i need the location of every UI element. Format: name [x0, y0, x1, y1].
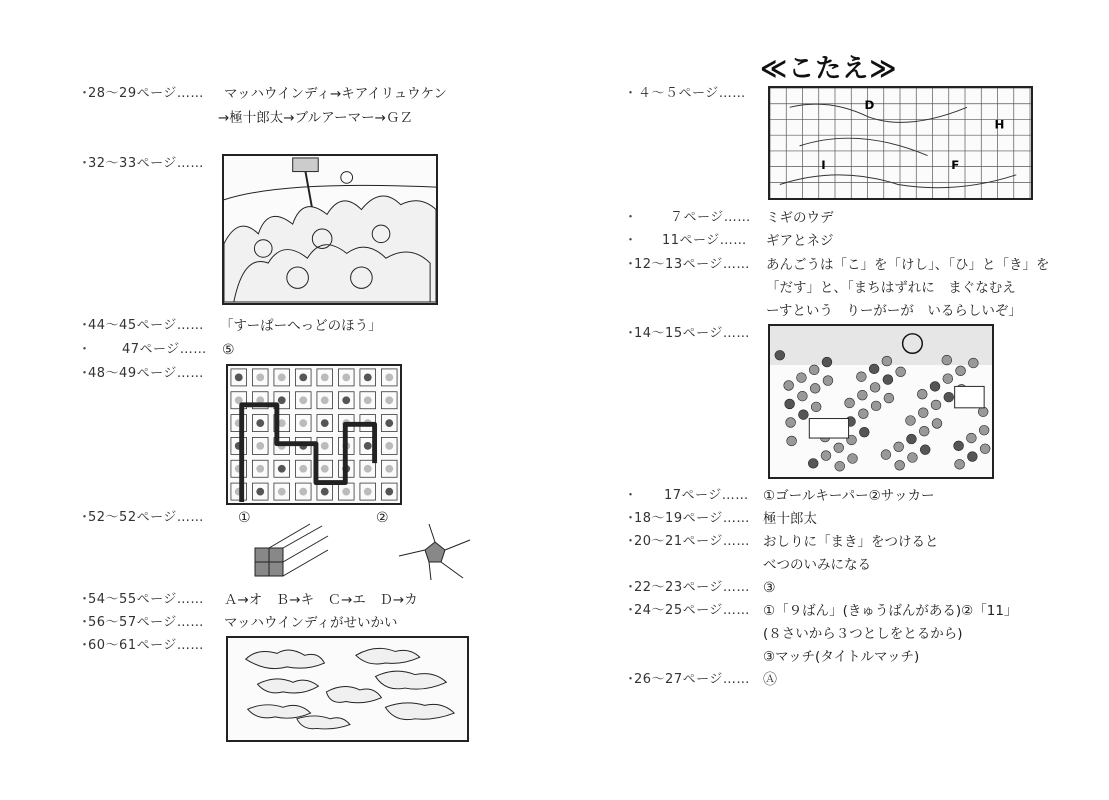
crowd-scene-figure	[768, 324, 994, 479]
crowd-figure	[845, 398, 855, 408]
crowd-figure	[881, 450, 891, 460]
answer-line: ーすという りーがーが いるらしいぞ」	[766, 303, 1022, 319]
page-ref: 12～13ページ……	[634, 257, 750, 272]
maze-icon	[278, 374, 286, 382]
answer-line: おしりに「まき」をつけると	[763, 534, 939, 550]
page-ref: ４～５ページ……	[638, 86, 746, 101]
page-ref: 44～45ページ……	[88, 318, 204, 333]
bullet: ・	[78, 318, 92, 333]
crowd-figure	[871, 401, 881, 411]
page-ref: 24～25ページ……	[634, 603, 750, 618]
star-lines-figure	[395, 522, 475, 580]
crowd-figure	[856, 372, 866, 382]
crowd-figure	[857, 390, 867, 400]
crowd-figure	[932, 419, 942, 429]
bullet: ・	[624, 326, 638, 341]
answer-line: ⑤	[222, 342, 235, 358]
crowd-figure	[907, 434, 917, 444]
crowd-figure	[882, 356, 892, 366]
page-ref: 14～15ページ……	[634, 326, 750, 341]
crowd-figure	[980, 444, 990, 454]
answer-line: 「だす」と、「まちはずれに まぐなむえ	[766, 280, 1016, 296]
crowd-figure	[906, 416, 916, 426]
bullet: ・	[78, 615, 92, 630]
maze-icon	[278, 488, 286, 496]
crowd-figure	[848, 454, 858, 464]
maze-icon	[385, 419, 393, 427]
crowd-figure	[797, 373, 807, 383]
crowd-figure	[930, 382, 940, 392]
car	[955, 386, 984, 407]
crowd-figure	[811, 402, 821, 412]
crowd-figure	[919, 426, 929, 436]
crowd-figure	[787, 436, 797, 446]
bullet: ・	[78, 510, 92, 525]
crowd-figure	[894, 442, 904, 452]
bullet: ・	[624, 672, 638, 687]
crowd-figure	[775, 350, 785, 360]
answer-line: 「すーぱーへっどのほう」	[220, 318, 382, 334]
answer-line: マッハウインディがせいかい	[224, 615, 398, 631]
crowd-figure	[835, 461, 845, 471]
maze-icon	[256, 419, 264, 427]
map-letter-h: H	[994, 117, 1005, 132]
maze-icon	[256, 442, 264, 450]
page-ref: 22～23ページ……	[634, 580, 750, 595]
crowd-figure	[968, 358, 978, 368]
answer-line: マッハウインディ→キアイリュウケン	[224, 86, 447, 102]
crowd-figure	[786, 418, 796, 428]
maze-icon	[235, 374, 243, 382]
page-ref: ７ページ……	[670, 210, 751, 225]
bullet: ・	[78, 156, 92, 171]
maze-icon	[364, 442, 372, 450]
bullet: ・	[624, 603, 638, 618]
maze-icon	[342, 374, 350, 382]
maze-icon	[321, 374, 329, 382]
bullet: ・	[624, 257, 638, 272]
maze-path	[242, 405, 375, 502]
maze-icon	[364, 465, 372, 473]
crowd-figure	[954, 441, 964, 451]
crowd-figure	[834, 443, 844, 453]
page-ref: 60～61ページ……	[88, 638, 204, 653]
crowd-figure	[810, 383, 820, 393]
car	[809, 419, 848, 438]
maze-icon	[256, 465, 264, 473]
figure-label-1: ①	[238, 510, 251, 526]
bullet: ・	[78, 366, 92, 381]
answer-line: ギアとネジ	[766, 233, 834, 249]
maze-icon	[278, 465, 286, 473]
answer-line: ③	[763, 580, 776, 596]
bullet: ・	[624, 210, 638, 225]
bullet: ・	[624, 233, 638, 248]
crowd-figure	[942, 355, 952, 365]
maze-icon	[385, 374, 393, 382]
crowd-figure	[870, 383, 880, 393]
bullet: ・	[78, 86, 92, 101]
bullet: ・	[624, 580, 638, 595]
page-ref: 17ページ……	[664, 488, 749, 503]
maze-figure	[226, 364, 402, 505]
page-ref: 18～19ページ……	[634, 511, 750, 526]
answer-line: 極十郎太	[763, 511, 817, 527]
grid-map-figure	[768, 86, 1033, 200]
map-letter-f: F	[951, 158, 960, 173]
page-ref: 11ページ……	[662, 233, 747, 248]
answer-line: ①ゴールキーパー②サッカー	[763, 488, 935, 504]
answer-line: Ａ→オ Ｂ→キ Ｃ→エ Ｄ→カ	[224, 592, 418, 608]
crowd-figure	[884, 393, 894, 403]
crowd-figure	[944, 392, 954, 402]
crowd-figure	[931, 400, 941, 410]
page-ref: 48～49ページ……	[88, 366, 204, 381]
crowd-figure	[908, 453, 918, 463]
crowd-figure	[955, 459, 965, 469]
maze-icon	[364, 374, 372, 382]
maze-icon	[299, 465, 307, 473]
crowd-figure	[895, 460, 905, 470]
page-ref: 52～52ページ……	[88, 510, 204, 525]
maze-icon	[385, 465, 393, 473]
maze-icon	[385, 396, 393, 404]
maze-icon	[385, 442, 393, 450]
figure-label-2: ②	[376, 510, 389, 526]
maze-icon	[321, 442, 329, 450]
crowd-figure	[798, 410, 808, 420]
stadium-crowd-figure	[222, 154, 438, 305]
bullet: ・	[624, 488, 638, 503]
bullet: ・	[78, 342, 92, 357]
maze-icon	[299, 374, 307, 382]
crowd-figure	[822, 357, 832, 367]
crowd-figure	[869, 364, 879, 374]
maze-icon	[321, 419, 329, 427]
crowd-figure	[859, 427, 869, 437]
page-title: ≪こたえ≫	[760, 54, 898, 84]
crowd-figure	[823, 376, 833, 386]
maze-icon	[321, 396, 329, 404]
answer-line: Ⓐ	[763, 672, 777, 688]
crowd-figure	[858, 409, 868, 419]
answer-line: ①「９ばん」(きゅうばんがある)②「11」	[763, 603, 1018, 619]
maze-icon	[256, 374, 264, 382]
crowd-figure	[979, 425, 989, 435]
map-letter-d: D	[864, 98, 875, 113]
map-contour	[780, 175, 1016, 188]
page-ref: 28～29ページ……	[88, 86, 204, 101]
maze-icon	[299, 396, 307, 404]
maze-icon	[364, 396, 372, 404]
answer-line: ミギのウデ	[766, 210, 834, 226]
page-ref: 32～33ページ……	[88, 156, 204, 171]
crowd-background	[770, 326, 992, 365]
crowd-figure	[967, 452, 977, 462]
crowd-figure	[918, 408, 928, 418]
crowd-figure	[978, 407, 988, 417]
crowd-figure	[883, 375, 893, 385]
crowd-figure	[785, 399, 795, 409]
answer-line: (８さいから３つとしをとるから)	[763, 626, 963, 642]
crowd-figure	[920, 445, 930, 455]
maze-icon	[299, 419, 307, 427]
maze-icon	[342, 396, 350, 404]
maze-icon	[364, 488, 372, 496]
page-ref: 26～27ページ……	[634, 672, 750, 687]
maze-icon	[385, 488, 393, 496]
crowd-figure	[784, 381, 794, 391]
bullet: ・	[624, 534, 638, 549]
crowd-figure	[966, 433, 976, 443]
crowd-figure	[809, 365, 819, 375]
bullet: ・	[78, 592, 92, 607]
page-ref: 56～57ページ……	[88, 615, 204, 630]
crowd-figure	[943, 374, 953, 384]
maze-icon	[321, 488, 329, 496]
crowd-figure	[821, 451, 831, 461]
maze-icon	[321, 465, 329, 473]
crowd-figure	[798, 391, 808, 401]
maze-icon	[299, 488, 307, 496]
crowd-figure	[896, 367, 906, 377]
crowd-figure	[956, 366, 966, 376]
answer-line: →極十郎太→ブルアーマー→ＧＺ	[218, 110, 413, 126]
maze-icon	[278, 396, 286, 404]
answer-line: あんごうは「こ」を「けし」、「ひ」と「き」を	[766, 257, 1050, 273]
bullet: ・	[624, 86, 638, 101]
cloud-shapes-figure	[226, 636, 469, 742]
page-ref: 20～21ページ……	[634, 534, 750, 549]
bullet: ・	[624, 511, 638, 526]
answer-line: べつのいみになる	[763, 557, 871, 573]
page-ref: 54～55ページ……	[88, 592, 204, 607]
maze-icon	[256, 488, 264, 496]
maze-icon	[342, 488, 350, 496]
stacked-blocks-figure	[250, 522, 330, 580]
page-ref: 47ページ……	[122, 342, 207, 357]
map-letter-i: I	[821, 158, 826, 173]
answer-line: ③マッチ(タイトルマッチ)	[763, 649, 920, 665]
crowd-figure	[917, 389, 927, 399]
crowd-figure	[808, 458, 818, 468]
bullet: ・	[78, 638, 92, 653]
